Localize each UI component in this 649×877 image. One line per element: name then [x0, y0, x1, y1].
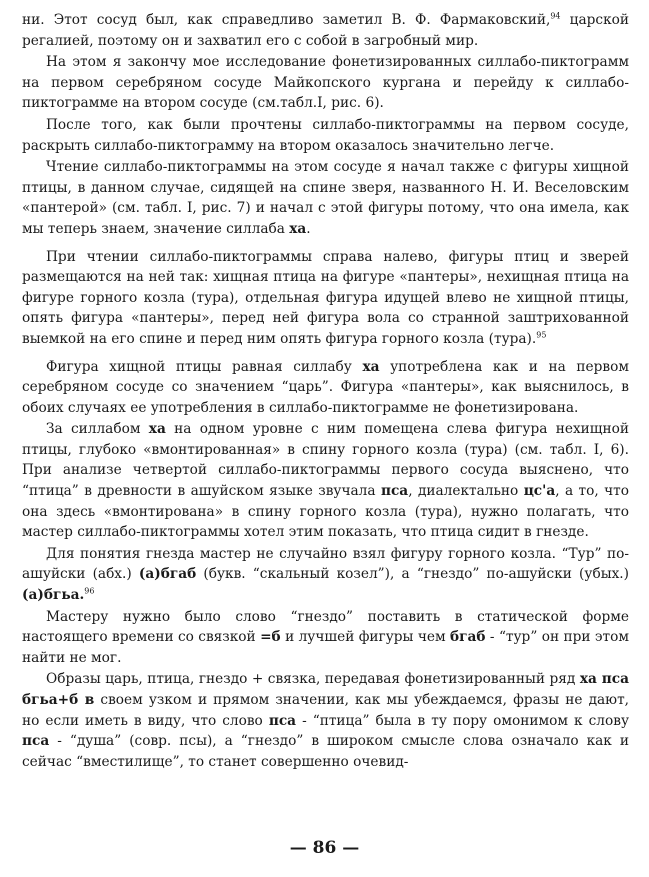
- bold-term: (а)бгьа.: [22, 587, 85, 604]
- text-run: Мастеру нужно было слово “гнездо” поставить в статической форме настоящего времени со связкой: [22, 608, 629, 646]
- paragraph: [22, 52, 629, 114]
- text-run: Чтение силлабо-пиктограммы на этом сосуде я начал также с фигуры хищной птицы, в данном случае, сидящей на спине зверя, названного Н. И. Веселовским «пантерой» (см. табл. I, рис. 7) и начал с этой фигуры потому, что она имела, как мы теперь знаем, значение силлаба: [22, 159, 629, 237]
- paragraph: [22, 247, 629, 350]
- paragraph: [22, 357, 629, 419]
- bold-term: пса: [268, 712, 297, 729]
- text-run: , диалектально: [408, 483, 524, 500]
- paragraph: [22, 115, 629, 156]
- paragraph: [22, 419, 629, 543]
- text-run: и лучшей фигуры чем: [280, 629, 451, 646]
- text-run: - “тур” он при этом найти не мог.: [22, 629, 629, 666]
- paragraph: [22, 669, 629, 772]
- footnote-ref: 96: [84, 586, 95, 596]
- text-run: своем узком и прямом значении, как мы убеждаемся, фразы не дают, но если иметь в виду, что слово: [22, 692, 629, 729]
- text-run: На этом я закончу мое исследование фонетизированных силлабо-пиктограмм на первом серебряном сосуде Майкопского кургана и перейду к силлабо-пиктограмме на втором сосуде (см.табл.I, рис. 6).: [22, 54, 629, 112]
- text-run: царской регалией, поэтому он и захватил его с собой в загробный мир.: [22, 12, 629, 49]
- text-run: .: [306, 220, 311, 237]
- text-run: - “душа” (совр. псы), а “гнездо” в широком смысле слова означало как и сейчас “вместилище”, то станет совершенно очевид-: [22, 733, 629, 770]
- bold-term: (а)бгаб: [138, 566, 197, 583]
- text-run: За силлабом: [46, 421, 149, 438]
- text-run: Образы царь, птица, гнездо + связка, передавая фонетизированный ряд: [46, 671, 580, 688]
- text-run: , а то, что она здесь «вмонтирована» в спину горного козла (тура), нужно полагать, что мастер силлабо-пиктограммы хотел этим показать, что птица сидит в гнезде.: [22, 483, 629, 541]
- bold-term: бгаб: [450, 629, 486, 646]
- text-run: - “птица” была в ту пору омонимом к слову: [296, 712, 630, 729]
- bold-term: ха: [362, 358, 380, 375]
- text-run: После того, как были прочтены силлабо-пиктограммы на первом сосуде, раскрыть силлабо-пиктограмму на втором оказалось значительно легче.: [22, 116, 629, 154]
- paragraph: [22, 544, 629, 606]
- text-run: (букв. “скальный козел”), а “гнездо” по-ашуйски (убых.): [196, 566, 629, 583]
- paragraph: [22, 157, 629, 239]
- text-run: Для понятия гнезда мастер не случайно взял фигуру горного козла. “Тур” по-ашуйски (абх.): [22, 545, 629, 583]
- text-run: При чтении силлабо-пиктограммы справа налево, фигуры птиц и зверей размещаются на ней так: хищная птица на фигуре «пантеры», нехищная птица на фигуре горного козла (тура), отдельная фигура идущей влево не хищной птицы, опять фигура «пантеры», перед ней фигура вола со странной заштрихованной выемкой на его спине и перед ним опять фигура горного козла (тура).: [22, 248, 629, 347]
- bold-term: пса: [380, 483, 409, 500]
- bold-term: =б: [260, 629, 281, 646]
- bold-term: пса: [22, 733, 50, 750]
- body-text: [22, 10, 629, 772]
- bold-term: цс'а: [523, 483, 556, 500]
- bold-term: ха: [289, 220, 307, 237]
- page-number: — 86 —: [289, 838, 360, 858]
- bold-term: ха пса бгьа+б в: [22, 671, 629, 708]
- bold-term: ха: [148, 421, 166, 438]
- text-run: ни. Этот сосуд был, как справедливо заметил В. Ф. Фармаковский,: [22, 12, 551, 28]
- text-run: на одном уровне с ним помещена слева фигура нехищной птицы, глубоко «вмонтированная» в спину горного козла (тура) (см. табл. I, 6). При анализе четвертой силлабо-пиктограммы первого сосуда выяснено, что “птица” в древности в ашуйском языке звучала: [22, 421, 630, 500]
- text-run: Фигура хищной птицы равная силлабу: [46, 358, 363, 375]
- footnote-ref: 94: [550, 11, 561, 21]
- paragraph: [22, 607, 629, 669]
- footnote-ref: 95: [536, 330, 547, 340]
- text-run: употреблена как и на первом серебряном сосуде со значением “царь”. Фигура «пантеры», как выяснилось, в обоих случаях ее употребления в силлабо-пиктограмме не фонетизирована.: [22, 358, 629, 416]
- paragraph: [22, 10, 629, 51]
